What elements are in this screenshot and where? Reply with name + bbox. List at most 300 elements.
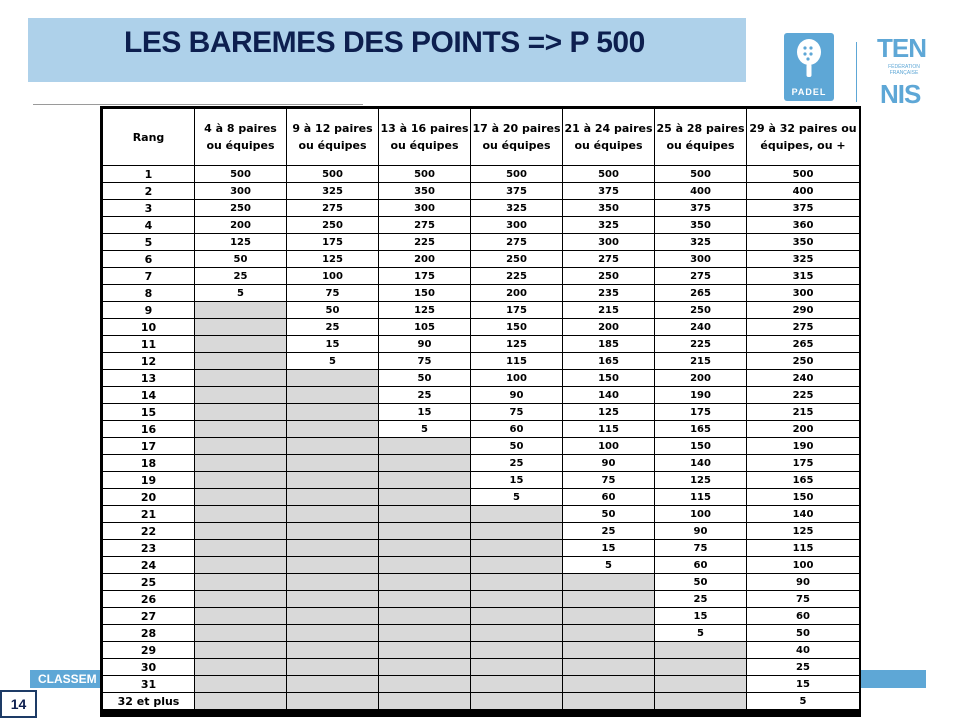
points-cell: 25 [471,455,563,472]
points-cell: 50 [471,438,563,455]
column-header-group-5: 21 à 24 paires ou équipes [563,109,655,166]
unavailable-cell [287,472,379,489]
unavailable-cell [195,455,287,472]
unavailable-cell [287,438,379,455]
table-row [103,506,860,523]
points-cell: 215 [747,404,860,421]
points-cell: 250 [563,268,655,285]
points-cell: 375 [655,200,747,217]
points-cell: 500 [379,166,471,183]
unavailable-cell [195,625,287,642]
points-cell: 215 [655,353,747,370]
points-cell: 40 [747,642,860,659]
points-cell: 315 [747,268,860,285]
rank-cell: 28 [103,625,195,642]
points-cell: 325 [747,251,860,268]
rank-cell: 15 [103,404,195,421]
points-cell: 25 [379,387,471,404]
unavailable-cell [287,642,379,659]
points-cell: 165 [655,421,747,438]
unavailable-cell [195,693,287,710]
rank-cell: 20 [103,489,195,506]
points-cell: 125 [655,472,747,489]
table-row [103,540,860,557]
table-row [103,370,860,387]
points-cell: 15 [747,676,860,693]
unavailable-cell [287,540,379,557]
rank-cell: 8 [103,285,195,302]
points-cell: 175 [747,455,860,472]
unavailable-cell [195,523,287,540]
unavailable-cell [195,336,287,353]
table-header-row [103,109,860,166]
points-cell: 165 [747,472,860,489]
points-cell: 5 [287,353,379,370]
points-cell: 275 [747,319,860,336]
rank-cell: 3 [103,200,195,217]
unavailable-cell [379,506,471,523]
points-cell: 60 [655,557,747,574]
unavailable-cell [563,642,655,659]
divider-line [33,104,363,105]
points-cell: 175 [287,234,379,251]
points-cell: 400 [747,183,860,200]
points-cell: 275 [287,200,379,217]
points-cell: 15 [563,540,655,557]
points-cell: 375 [471,183,563,200]
unavailable-cell [195,608,287,625]
points-cell: 275 [655,268,747,285]
table-row [103,642,860,659]
points-cell: 25 [655,591,747,608]
points-cell: 150 [379,285,471,302]
points-cell: 5 [655,625,747,642]
unavailable-cell [379,574,471,591]
points-cell: 125 [747,523,860,540]
points-cell: 125 [471,336,563,353]
column-header-group-7: 29 à 32 paires ou équipes, ou + [747,109,860,166]
rank-cell: 2 [103,183,195,200]
rank-cell: 29 [103,642,195,659]
points-cell: 75 [655,540,747,557]
table-row [103,234,860,251]
points-cell: 185 [563,336,655,353]
table-row [103,166,860,183]
points-cell: 90 [747,574,860,591]
points-cell: 50 [287,302,379,319]
points-cell: 5 [747,693,860,710]
points-cell: 300 [195,183,287,200]
table-row [103,183,860,200]
table-row [103,387,860,404]
points-cell: 60 [563,489,655,506]
tennis-logo-line2: NIS [880,79,921,109]
points-cell: 15 [655,608,747,625]
unavailable-cell [471,625,563,642]
padel-racket-icon [792,37,826,79]
points-cell: 400 [655,183,747,200]
points-cell: 90 [379,336,471,353]
points-cell: 250 [747,353,860,370]
points-cell: 25 [747,659,860,676]
table-row [103,268,860,285]
unavailable-cell [195,642,287,659]
rank-cell: 25 [103,574,195,591]
table-row [103,336,860,353]
points-cell: 300 [471,217,563,234]
unavailable-cell [563,625,655,642]
points-cell: 100 [471,370,563,387]
rank-cell: 17 [103,438,195,455]
points-cell: 150 [563,370,655,387]
column-header-group-4: 17 à 20 paires ou équipes [471,109,563,166]
rank-cell: 31 [103,676,195,693]
table-row [103,591,860,608]
unavailable-cell [655,642,747,659]
table-row [103,472,860,489]
points-cell: 105 [379,319,471,336]
unavailable-cell [195,591,287,608]
table-row [103,608,860,625]
unavailable-cell [195,404,287,421]
points-cell: 500 [563,166,655,183]
table-row [103,285,860,302]
points-cell: 90 [471,387,563,404]
points-cell: 50 [655,574,747,591]
unavailable-cell [195,489,287,506]
rank-cell: 13 [103,370,195,387]
unavailable-cell [287,574,379,591]
unavailable-cell [195,557,287,574]
unavailable-cell [287,693,379,710]
points-cell: 275 [379,217,471,234]
points-cell: 250 [471,251,563,268]
unavailable-cell [471,574,563,591]
table-row [103,438,860,455]
unavailable-cell [287,489,379,506]
unavailable-cell [287,659,379,676]
points-cell: 290 [747,302,860,319]
unavailable-cell [379,676,471,693]
unavailable-cell [195,353,287,370]
rank-cell: 30 [103,659,195,676]
points-cell: 225 [471,268,563,285]
points-cell: 50 [747,625,860,642]
points-cell: 275 [563,251,655,268]
table-body [103,166,860,710]
table-row [103,404,860,421]
unavailable-cell [287,557,379,574]
table-row [103,693,860,710]
points-cell: 235 [563,285,655,302]
points-cell: 250 [655,302,747,319]
unavailable-cell [379,455,471,472]
unavailable-cell [471,676,563,693]
tennis-federation-logo [877,33,929,109]
unavailable-cell [287,387,379,404]
points-cell: 250 [195,200,287,217]
page-number: 14 [0,690,37,718]
rank-cell: 9 [103,302,195,319]
points-cell: 60 [471,421,563,438]
points-cell: 175 [655,404,747,421]
points-cell: 50 [195,251,287,268]
table-row [103,489,860,506]
points-cell: 500 [195,166,287,183]
rank-cell: 4 [103,217,195,234]
points-cell: 190 [655,387,747,404]
unavailable-cell [379,693,471,710]
logo-separator [856,42,857,102]
points-cell: 25 [563,523,655,540]
unavailable-cell [379,557,471,574]
rank-cell: 7 [103,268,195,285]
unavailable-cell [195,659,287,676]
unavailable-cell [471,540,563,557]
rank-cell: 27 [103,608,195,625]
points-cell: 500 [471,166,563,183]
points-cell: 15 [471,472,563,489]
points-cell: 125 [195,234,287,251]
points-cell: 500 [287,166,379,183]
table-row [103,659,860,676]
points-cell: 5 [563,557,655,574]
table-row [103,217,860,234]
table-row [103,251,860,268]
points-cell: 265 [747,336,860,353]
unavailable-cell [195,506,287,523]
unavailable-cell [379,489,471,506]
tennis-logo-line1: TEN [877,33,926,63]
points-cell: 5 [379,421,471,438]
unavailable-cell [563,693,655,710]
unavailable-cell [287,421,379,438]
unavailable-cell [287,523,379,540]
points-cell: 5 [195,285,287,302]
column-header-group-3: 13 à 16 paires ou équipes [379,109,471,166]
points-cell: 325 [471,200,563,217]
column-header-group-2: 9 à 12 paires ou équipes [287,109,379,166]
unavailable-cell [195,302,287,319]
points-cell: 75 [379,353,471,370]
rank-cell: 11 [103,336,195,353]
points-cell: 150 [747,489,860,506]
padel-logo [784,33,834,101]
points-cell: 240 [747,370,860,387]
rank-cell: 23 [103,540,195,557]
unavailable-cell [563,676,655,693]
points-cell: 350 [563,200,655,217]
points-cell: 175 [379,268,471,285]
points-cell: 75 [287,285,379,302]
points-cell: 15 [379,404,471,421]
points-cell: 200 [655,370,747,387]
unavailable-cell [287,676,379,693]
points-cell: 140 [747,506,860,523]
unavailable-cell [195,540,287,557]
points-cell: 360 [747,217,860,234]
points-cell: 175 [471,302,563,319]
unavailable-cell [379,659,471,676]
points-cell: 150 [655,438,747,455]
unavailable-cell [195,421,287,438]
points-cell: 100 [563,438,655,455]
points-table [102,108,860,710]
unavailable-cell [379,608,471,625]
table-row [103,353,860,370]
unavailable-cell [287,625,379,642]
points-cell: 165 [563,353,655,370]
points-cell: 75 [471,404,563,421]
rank-cell: 16 [103,421,195,438]
rank-cell: 26 [103,591,195,608]
points-cell: 500 [747,166,860,183]
tennis-logo-subtitle: FÉDÉRATION FRANÇAISE [888,64,920,76]
column-header-rank: Rang [103,109,195,166]
points-cell: 140 [655,455,747,472]
unavailable-cell [563,591,655,608]
column-header-group-1: 4 à 8 paires ou équipes [195,109,287,166]
points-cell: 375 [563,183,655,200]
unavailable-cell [195,472,287,489]
unavailable-cell [287,608,379,625]
points-cell: 375 [747,200,860,217]
points-cell: 100 [287,268,379,285]
points-cell: 190 [747,438,860,455]
points-cell: 225 [655,336,747,353]
page-title: LES BAREMES DES POINTS => P 500 [124,26,645,59]
points-cell: 100 [655,506,747,523]
points-cell: 200 [195,217,287,234]
points-cell: 200 [379,251,471,268]
column-header-group-6: 25 à 28 paires ou équipes [655,109,747,166]
table-row [103,557,860,574]
table-row [103,455,860,472]
points-cell: 100 [747,557,860,574]
points-cell: 25 [195,268,287,285]
points-cell: 115 [563,421,655,438]
unavailable-cell [379,438,471,455]
unavailable-cell [655,676,747,693]
unavailable-cell [379,523,471,540]
points-cell: 115 [655,489,747,506]
unavailable-cell [471,557,563,574]
rank-cell: 12 [103,353,195,370]
points-cell: 50 [379,370,471,387]
rank-cell: 1 [103,166,195,183]
points-cell: 500 [655,166,747,183]
unavailable-cell [195,370,287,387]
table-row [103,200,860,217]
unavailable-cell [471,642,563,659]
table-row [103,574,860,591]
unavailable-cell [379,591,471,608]
points-table-frame [100,106,861,717]
unavailable-cell [195,574,287,591]
points-cell: 150 [471,319,563,336]
points-cell: 325 [655,234,747,251]
table-row [103,625,860,642]
unavailable-cell [471,523,563,540]
unavailable-cell [287,591,379,608]
rank-cell: 10 [103,319,195,336]
points-cell: 325 [287,183,379,200]
unavailable-cell [287,404,379,421]
rank-cell: 22 [103,523,195,540]
points-cell: 215 [563,302,655,319]
points-cell: 200 [471,285,563,302]
unavailable-cell [655,659,747,676]
points-cell: 75 [747,591,860,608]
points-cell: 125 [287,251,379,268]
unavailable-cell [563,608,655,625]
points-cell: 300 [747,285,860,302]
unavailable-cell [655,693,747,710]
points-cell: 225 [747,387,860,404]
unavailable-cell [287,455,379,472]
points-cell: 300 [655,251,747,268]
unavailable-cell [471,608,563,625]
points-cell: 200 [747,421,860,438]
unavailable-cell [563,574,655,591]
unavailable-cell [379,540,471,557]
unavailable-cell [195,438,287,455]
points-cell: 350 [379,183,471,200]
rank-cell: 24 [103,557,195,574]
unavailable-cell [379,472,471,489]
points-cell: 325 [563,217,655,234]
rank-cell: 19 [103,472,195,489]
points-cell: 125 [379,302,471,319]
table-row [103,319,860,336]
padel-logo-label: PADEL [791,87,827,97]
unavailable-cell [471,693,563,710]
points-cell: 115 [747,540,860,557]
rank-cell: 21 [103,506,195,523]
unavailable-cell [287,506,379,523]
points-cell: 240 [655,319,747,336]
points-cell: 90 [655,523,747,540]
rank-cell: 14 [103,387,195,404]
table-row [103,302,860,319]
unavailable-cell [287,370,379,387]
points-cell: 275 [471,234,563,251]
points-cell: 90 [563,455,655,472]
unavailable-cell [195,387,287,404]
unavailable-cell [379,625,471,642]
unavailable-cell [471,591,563,608]
points-cell: 50 [563,506,655,523]
points-cell: 5 [471,489,563,506]
points-cell: 140 [563,387,655,404]
unavailable-cell [471,659,563,676]
unavailable-cell [195,676,287,693]
points-cell: 125 [563,404,655,421]
rank-cell: 5 [103,234,195,251]
table-row [103,676,860,693]
points-cell: 225 [379,234,471,251]
points-cell: 200 [563,319,655,336]
table-row [103,421,860,438]
points-cell: 115 [471,353,563,370]
unavailable-cell [471,506,563,523]
unavailable-cell [563,659,655,676]
points-cell: 250 [287,217,379,234]
rank-cell: 18 [103,455,195,472]
points-cell: 25 [287,319,379,336]
unavailable-cell [195,319,287,336]
rank-cell: 32 et plus [103,693,195,710]
